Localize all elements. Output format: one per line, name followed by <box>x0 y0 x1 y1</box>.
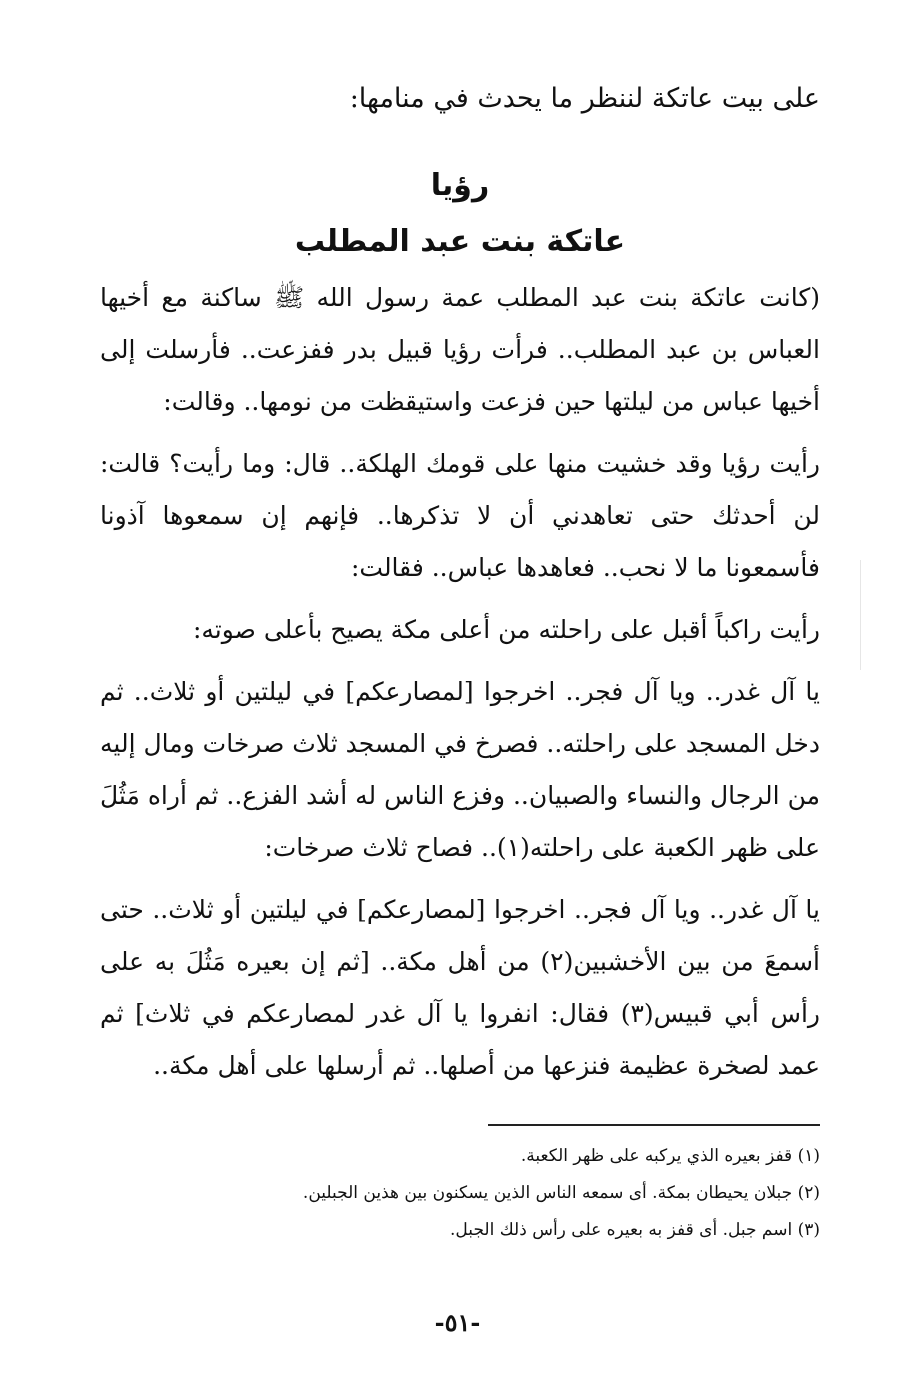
paragraph-3: رأيت راكباً أقبل على راحلته من أعلى مكة يصيح بأعلى صوته: <box>192 615 820 644</box>
body-text <box>100 272 820 1102</box>
footnote-3: (٣) اسم جبل. أى قفز به بعيره على رأس ذلك الجبل. <box>450 1220 820 1240</box>
footnote-divider <box>488 1124 820 1126</box>
scan-margin-mark <box>860 560 861 670</box>
paragraph-4: يا آل غدر.. ويا آل فجر.. اخرجوا [لمصارعكم] في ليلتين أو ثلاث.. ثم دخل المسجد على راحلته.. فصرخ في المسجد ثلاث صرخات ومال إليه من الرجال والنساء والصبيان.. وفزع الناس له أشد الفزع.. ثم أراه مَثُلَ على ظهر الكعبة على راحلته(١).. فصاح ثلاث صرخات: <box>100 677 820 862</box>
footnote-2: (٢) جبلان يحيطان بمكة. أى سمعه الناس الذين يسكنون بين هذين الجبلين. <box>302 1183 820 1203</box>
section-heading-line-1: رؤيا <box>430 168 490 203</box>
paragraph-1: (كانت عاتكة بنت عبد المطلب عمة رسول الله ﷺ ساكنة مع أخيها العباس بن عبد المطلب.. فرأت رؤيا قبيل بدر ففزعت.. فأرسلت إلى أخيها عباس من ليلتها حين فزعت واستيقظت من نومها.. وقالت: <box>100 283 820 416</box>
footnote-1: (١) قفز بعيره الذي يركبه على ظهر الكعبة. <box>520 1146 820 1166</box>
paragraph-2: رأيت رؤيا وقد خشيت منها على قومك الهلكة.. قال: وما رأيت؟ قالت: لن أحدثك حتى تعاهدني أن لا تذكرها.. فإنهم إن سمعوها آذونا فأسمعونا ما لا نحب.. فعاهدها عباس.. فقالت: <box>100 449 820 582</box>
section-heading-line-2: عاتكة بنت عبد المطلب <box>294 224 626 259</box>
footnotes <box>100 1138 820 1249</box>
page-number: -٥١- <box>434 1308 481 1337</box>
intro-line: على بيت عاتكة لننظر ما يحدث في منامها: <box>349 83 820 114</box>
paragraph-5: يا آل غدر.. ويا آل فجر.. اخرجوا [لمصارعكم] في ليلتين أو ثلاث.. حتى أسمعَ من بين الأخشبين(٢) من أهل مكة.. [ثم إن بعيره مَثُلَ به على رأس أبي قبيس(٣) فقال: انفروا يا آل غدر لمصارعكم في ثلاث] ثم عمد لصخرة عظيمة فنزعها من أصلها.. ثم أرسلها على أهل مكة.. <box>100 895 821 1080</box>
